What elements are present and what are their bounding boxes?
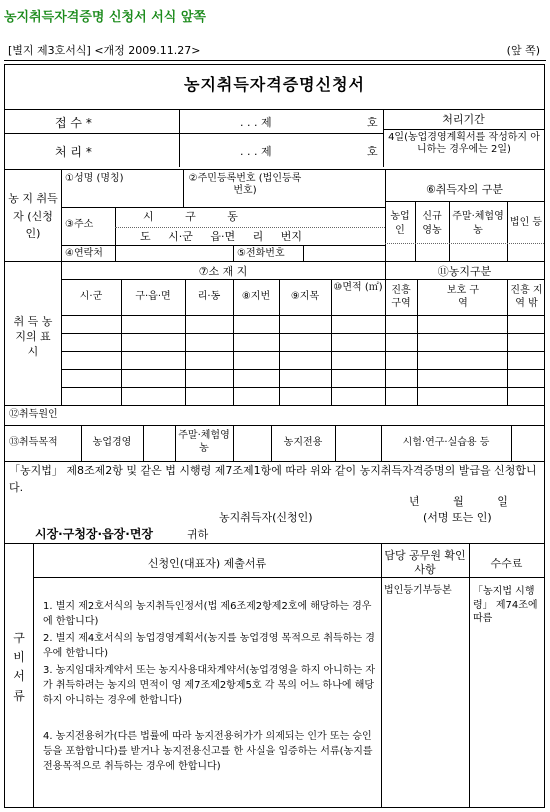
recipient-suffix: 귀하 [187,528,209,541]
fee-value: 「농지법 시행령」 제74조에 따름 [473,586,538,624]
col-city: 시·군 [79,291,103,302]
applicant-side-label: 농 지 취득자 (신청인) [8,192,58,241]
receipt-date: . . . 제 [240,116,272,129]
acquirer-type-label: ⑥취득자의 구분 [425,183,504,196]
application-form [4,64,545,808]
col-land-category: ⑨지목 [290,291,320,302]
phone-label: ⑤전화번호 [237,248,285,259]
form-title: 농지취득자격증명신청서 [183,75,366,94]
location-label: ⑦소 재 지 [198,265,248,278]
contact-label: ④연락처 [65,248,103,259]
purpose-research: 시험·연구·실습용 등 [402,437,490,448]
address-line-2: 도 시·군 읍·면 리 번지 [140,230,302,243]
docs-side-label: 구 비 서 류 [13,631,25,703]
purpose-farming: 농업경영 [92,437,132,448]
official-check-value: 법인등기부등본 [384,585,452,596]
col-promotion-zone: 진흥 구역 [391,285,411,309]
address-label: ③주소 [65,219,94,230]
col-area: ⑩면적 (㎡) [333,282,383,293]
divider [4,60,546,61]
type-corporation: 법인 등 [509,217,543,228]
signature-placeholder: (서명 또는 인) [423,511,492,524]
processing-period-value: 4일(농업경영계획서를 작성하지 아니하는 경우에는 2일) [388,132,540,155]
process-label: 처 리 * [55,145,92,159]
signer-label: 농지취득자(신청인) [219,511,313,524]
date-line: 년 월 일 [409,495,508,508]
reason-label: ⑫취득원인 [9,409,58,420]
id-number-label: ②주민등록번호 (법인등록번호) [188,173,302,196]
page-title: 농지취득자격증명 신청서 서식 앞쪽 [4,10,206,25]
receipt-ho: 호 [367,116,378,129]
purpose-weekend-farming: 주말·체험영농 [178,430,230,454]
process-date: . . . 제 [240,145,272,158]
type-farmer: 농업 인 [390,211,410,236]
purpose-conversion: 농지전용 [283,437,323,448]
purpose-label: ⑬취득목적 [9,437,58,448]
page-side: (앞 쪽) [506,44,540,57]
process-ho: 호 [367,145,378,158]
docs-header-official: 담당 공무원 확인사항 [384,549,466,577]
docs-header-fee: 수수료 [490,557,523,570]
col-town: 구·읍·면 [135,291,171,302]
col-village: 리·동 [197,291,221,302]
col-protection-zone: 보호 구역 [446,285,480,309]
receipt-label: 접 수 * [55,116,92,130]
document-item-1: 1. 별지 제2호서식의 농지취득인정서(법 제6조제2항제2호에 해당하는 경우에 한합니다) [43,601,372,627]
recipient: 시장·구청장·읍장·면장 [35,527,154,541]
application-statement: 「농지법」 제8조제2항 및 같은 법 시행령 제7조제1항에 따라 위와 같이 농지취득자격증명의 발급을 신청합니다. [9,464,537,494]
land-class-label: ⑪농지구분 [437,265,492,278]
document-item-3: 3. 농지임대차계약서 또는 농지사용대차계약서(농업경영을 하지 아니하는 자가 취득하려는 농지의 면적이 영 제7조제2항제5호 각 목의 어느 하나에 해당하지 아니하는 경우에 한합니다) [43,665,375,706]
address-line-1: 시 구 동 [143,210,238,223]
col-outside-zone: 진흥 지역 밖 [510,285,543,309]
docs-header-applicant: 신청인(대표자) 제출서류 [147,557,267,570]
name-label: ①성명 (명칭) [65,173,124,184]
form-reference: [별지 제3호서식] <개정 2009.11.27> [8,44,201,57]
type-new-farming: 신규 영농 [422,211,442,236]
col-lot-number: ⑧지번 [241,291,271,302]
type-weekend-farming: 주말·체험영농 [452,211,504,236]
document-item-2: 2. 별지 제4호서식의 농업경영계획서(농지를 농업경영 목적으로 취득하는 경우에 한합니다) [43,633,375,659]
document-item-4: 4. 농지전용허가(다른 법률에 따라 농지전용허가가 의제되는 인가 또는 승인 등을 포함합니다)를 받거나 농지전용신고를 한 사실을 입증하는 서류(농지를 전용목적으로 취득하는 경우에 한합니다) [43,731,373,772]
processing-period-label: 처리기간 [442,113,485,126]
land-side-label: 취 득 농지의 표 시 [13,315,53,358]
